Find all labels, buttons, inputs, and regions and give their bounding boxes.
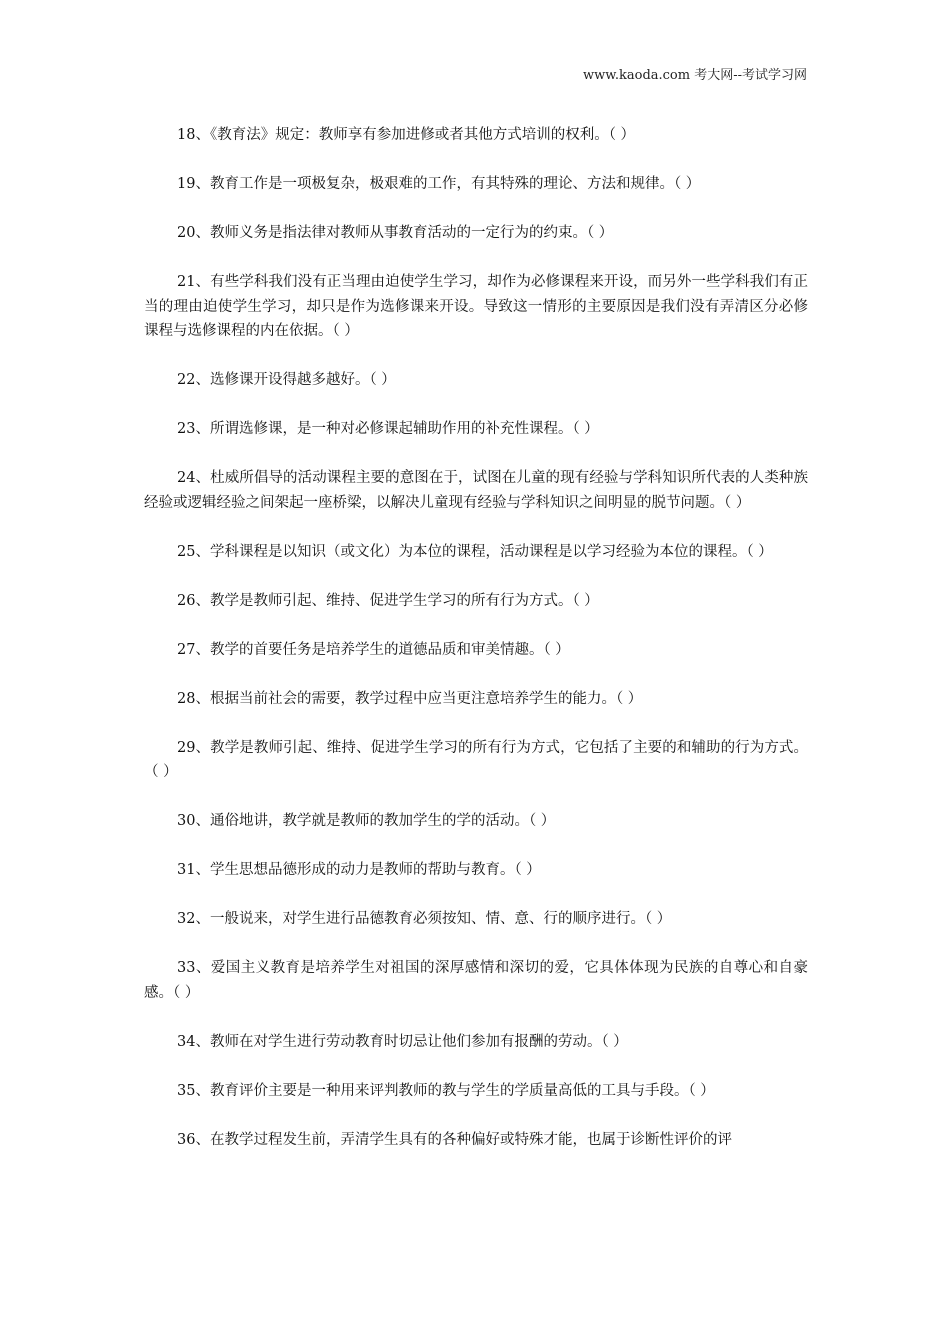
question-list: [144, 123, 808, 1177]
question-item: 25、学科课程是以知识（或文化）为本位的课程，活动课程是以学习经验为本位的课程。（ ）: [177, 543, 773, 560]
question-item: 35、教育评价主要是一种用来评判教师的教与学生的学质量高低的工具与手段。（ ）: [177, 1082, 715, 1099]
question-item: 24、杜威所倡导的活动课程主要的意图在于，试图在儿童的现有经验与学科知识所代表的人类种族经验或逻辑经验之间架起一座桥梁，以解决儿童现有经验与学科知识之间明显的脱节问题。（ ）: [144, 470, 808, 511]
question-item: 19、教育工作是一项极复杂，极艰难的工作，有其特殊的理论、方法和规律。（ ）: [177, 176, 701, 192]
question-item: 18、《教育法》规定：教师享有参加进修或者其他方式培训的权利。（ ）: [177, 127, 636, 143]
question-item: 26、教学是教师引起、维持、促进学生学习的所有行为方式。（ ）: [177, 592, 599, 609]
question-item: 32、一般说来，对学生进行品德教育必须按知、情、意、行的顺序进行。（ ）: [177, 911, 672, 927]
question-item: 20、教师义务是指法律对教师从事教育活动的一定行为的约束。（ ）: [177, 225, 614, 241]
question-item: 29、教学是教师引起、维持、促进学生学习的所有行为方式，它包括了主要的和辅助的行为方式。（ ）: [144, 739, 808, 780]
question-item: 33、爱国主义教育是培养学生对祖国的深厚感情和深切的爱，它具体体现为民族的自尊心和自豪感。（ ）: [144, 960, 808, 1001]
question-item: 36、在教学过程发生前，弄清学生具有的各种偏好或特殊才能，也属于诊断性评价的评: [177, 1131, 732, 1148]
question-item: 28、根据当前社会的需要，教学过程中应当更注意培养学生的能力。（ ）: [177, 690, 643, 707]
question-item: 27、教学的首要任务是培养学生的道德品质和审美情趣。（ ）: [177, 641, 570, 658]
question-item: 22、选修课开设得越多越好。（ ）: [177, 372, 396, 388]
question-item: 34、教师在对学生进行劳动教育时切忌让他们参加有报酬的劳动。（ ）: [177, 1033, 628, 1050]
question-item: 30、通俗地讲，教学就是教师的教加学生的学的活动。（ ）: [177, 813, 556, 829]
question-item: 23、所谓选修课，是一种对必修课起辅助作用的补充性课程。（ ）: [177, 421, 599, 437]
question-item: 31、学生思想品德形成的动力是教师的帮助与教育。（ ）: [177, 862, 541, 878]
question-item: 21、有些学科我们没有正当理由迫使学生学习，却作为必修课程来开设，而另外一些学科我们有正当的理由迫使学生学习，却只是作为选修课来开设。导致这一情形的主要原因是我们没有弄清区分必修课程与选修课程的内在依据。（ ）: [144, 274, 808, 339]
page-header: www.kaoda.com 考大网--考试学习网: [583, 68, 807, 83]
